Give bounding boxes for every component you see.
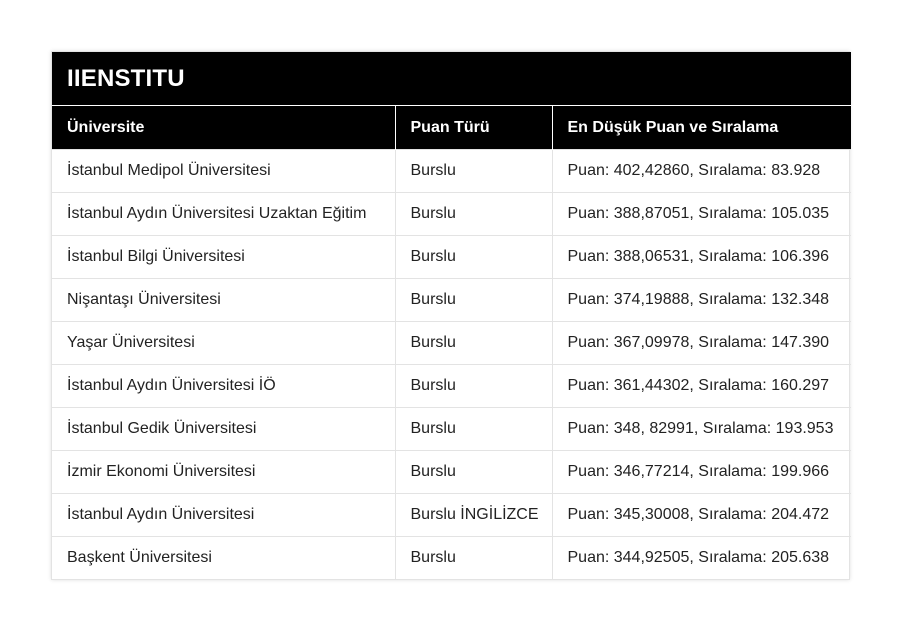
cell-university: Nişantaşı Üniversitesi bbox=[52, 279, 395, 322]
cell-min-score-rank: Puan: 402,42860, Sıralama: 83.928 bbox=[552, 150, 851, 193]
cell-university: İstanbul Bilgi Üniversitesi bbox=[52, 236, 395, 279]
table-row bbox=[52, 279, 851, 322]
cell-score-type: Burslu bbox=[395, 537, 552, 580]
cell-university: İstanbul Aydın Üniversitesi Uzaktan Eğitim bbox=[52, 193, 395, 236]
brand-title: IIENSTITU bbox=[52, 52, 851, 106]
table-row bbox=[52, 451, 851, 494]
column-header-min-score-rank: En Düşük Puan ve Sıralama bbox=[552, 106, 851, 150]
cell-score-type: Burslu bbox=[395, 193, 552, 236]
table-header-row bbox=[52, 106, 851, 150]
cell-score-type: Burslu bbox=[395, 408, 552, 451]
cell-min-score-rank: Puan: 346,77214, Sıralama: 199.966 bbox=[552, 451, 851, 494]
cell-min-score-rank: Puan: 348, 82991, Sıralama: 193.953 bbox=[552, 408, 851, 451]
cell-university: İstanbul Aydın Üniversitesi İÖ bbox=[52, 365, 395, 408]
table-row bbox=[52, 150, 851, 193]
cell-university: İstanbul Gedik Üniversitesi bbox=[52, 408, 395, 451]
cell-score-type: Burslu bbox=[395, 236, 552, 279]
cell-min-score-rank: Puan: 361,44302, Sıralama: 160.297 bbox=[552, 365, 851, 408]
cell-min-score-rank: Puan: 367,09978, Sıralama: 147.390 bbox=[552, 322, 851, 365]
cell-min-score-rank: Puan: 388,06531, Sıralama: 106.396 bbox=[552, 236, 851, 279]
cell-score-type: Burslu bbox=[395, 279, 552, 322]
cell-score-type: Burslu bbox=[395, 322, 552, 365]
university-score-table bbox=[52, 52, 851, 579]
column-header-university: Üniversite bbox=[52, 106, 395, 150]
cell-min-score-rank: Puan: 345,30008, Sıralama: 204.472 bbox=[552, 494, 851, 537]
table-row bbox=[52, 193, 851, 236]
table-row bbox=[52, 408, 851, 451]
cell-min-score-rank: Puan: 344,92505, Sıralama: 205.638 bbox=[552, 537, 851, 580]
cell-score-type: Burslu bbox=[395, 451, 552, 494]
university-score-table-card bbox=[51, 51, 850, 580]
column-header-score-type: Puan Türü bbox=[395, 106, 552, 150]
cell-university: Başkent Üniversitesi bbox=[52, 537, 395, 580]
cell-min-score-rank: Puan: 388,87051, Sıralama: 105.035 bbox=[552, 193, 851, 236]
table-brand-row bbox=[52, 52, 851, 106]
cell-score-type: Burslu İNGİLİZCE bbox=[395, 494, 552, 537]
cell-score-type: Burslu bbox=[395, 150, 552, 193]
table-row bbox=[52, 494, 851, 537]
cell-university: İstanbul Aydın Üniversitesi bbox=[52, 494, 395, 537]
table-row bbox=[52, 537, 851, 580]
table-row bbox=[52, 365, 851, 408]
cell-university: İzmir Ekonomi Üniversitesi bbox=[52, 451, 395, 494]
table-row bbox=[52, 322, 851, 365]
cell-university: Yaşar Üniversitesi bbox=[52, 322, 395, 365]
cell-score-type: Burslu bbox=[395, 365, 552, 408]
table-row bbox=[52, 236, 851, 279]
cell-university: İstanbul Medipol Üniversitesi bbox=[52, 150, 395, 193]
cell-min-score-rank: Puan: 374,19888, Sıralama: 132.348 bbox=[552, 279, 851, 322]
